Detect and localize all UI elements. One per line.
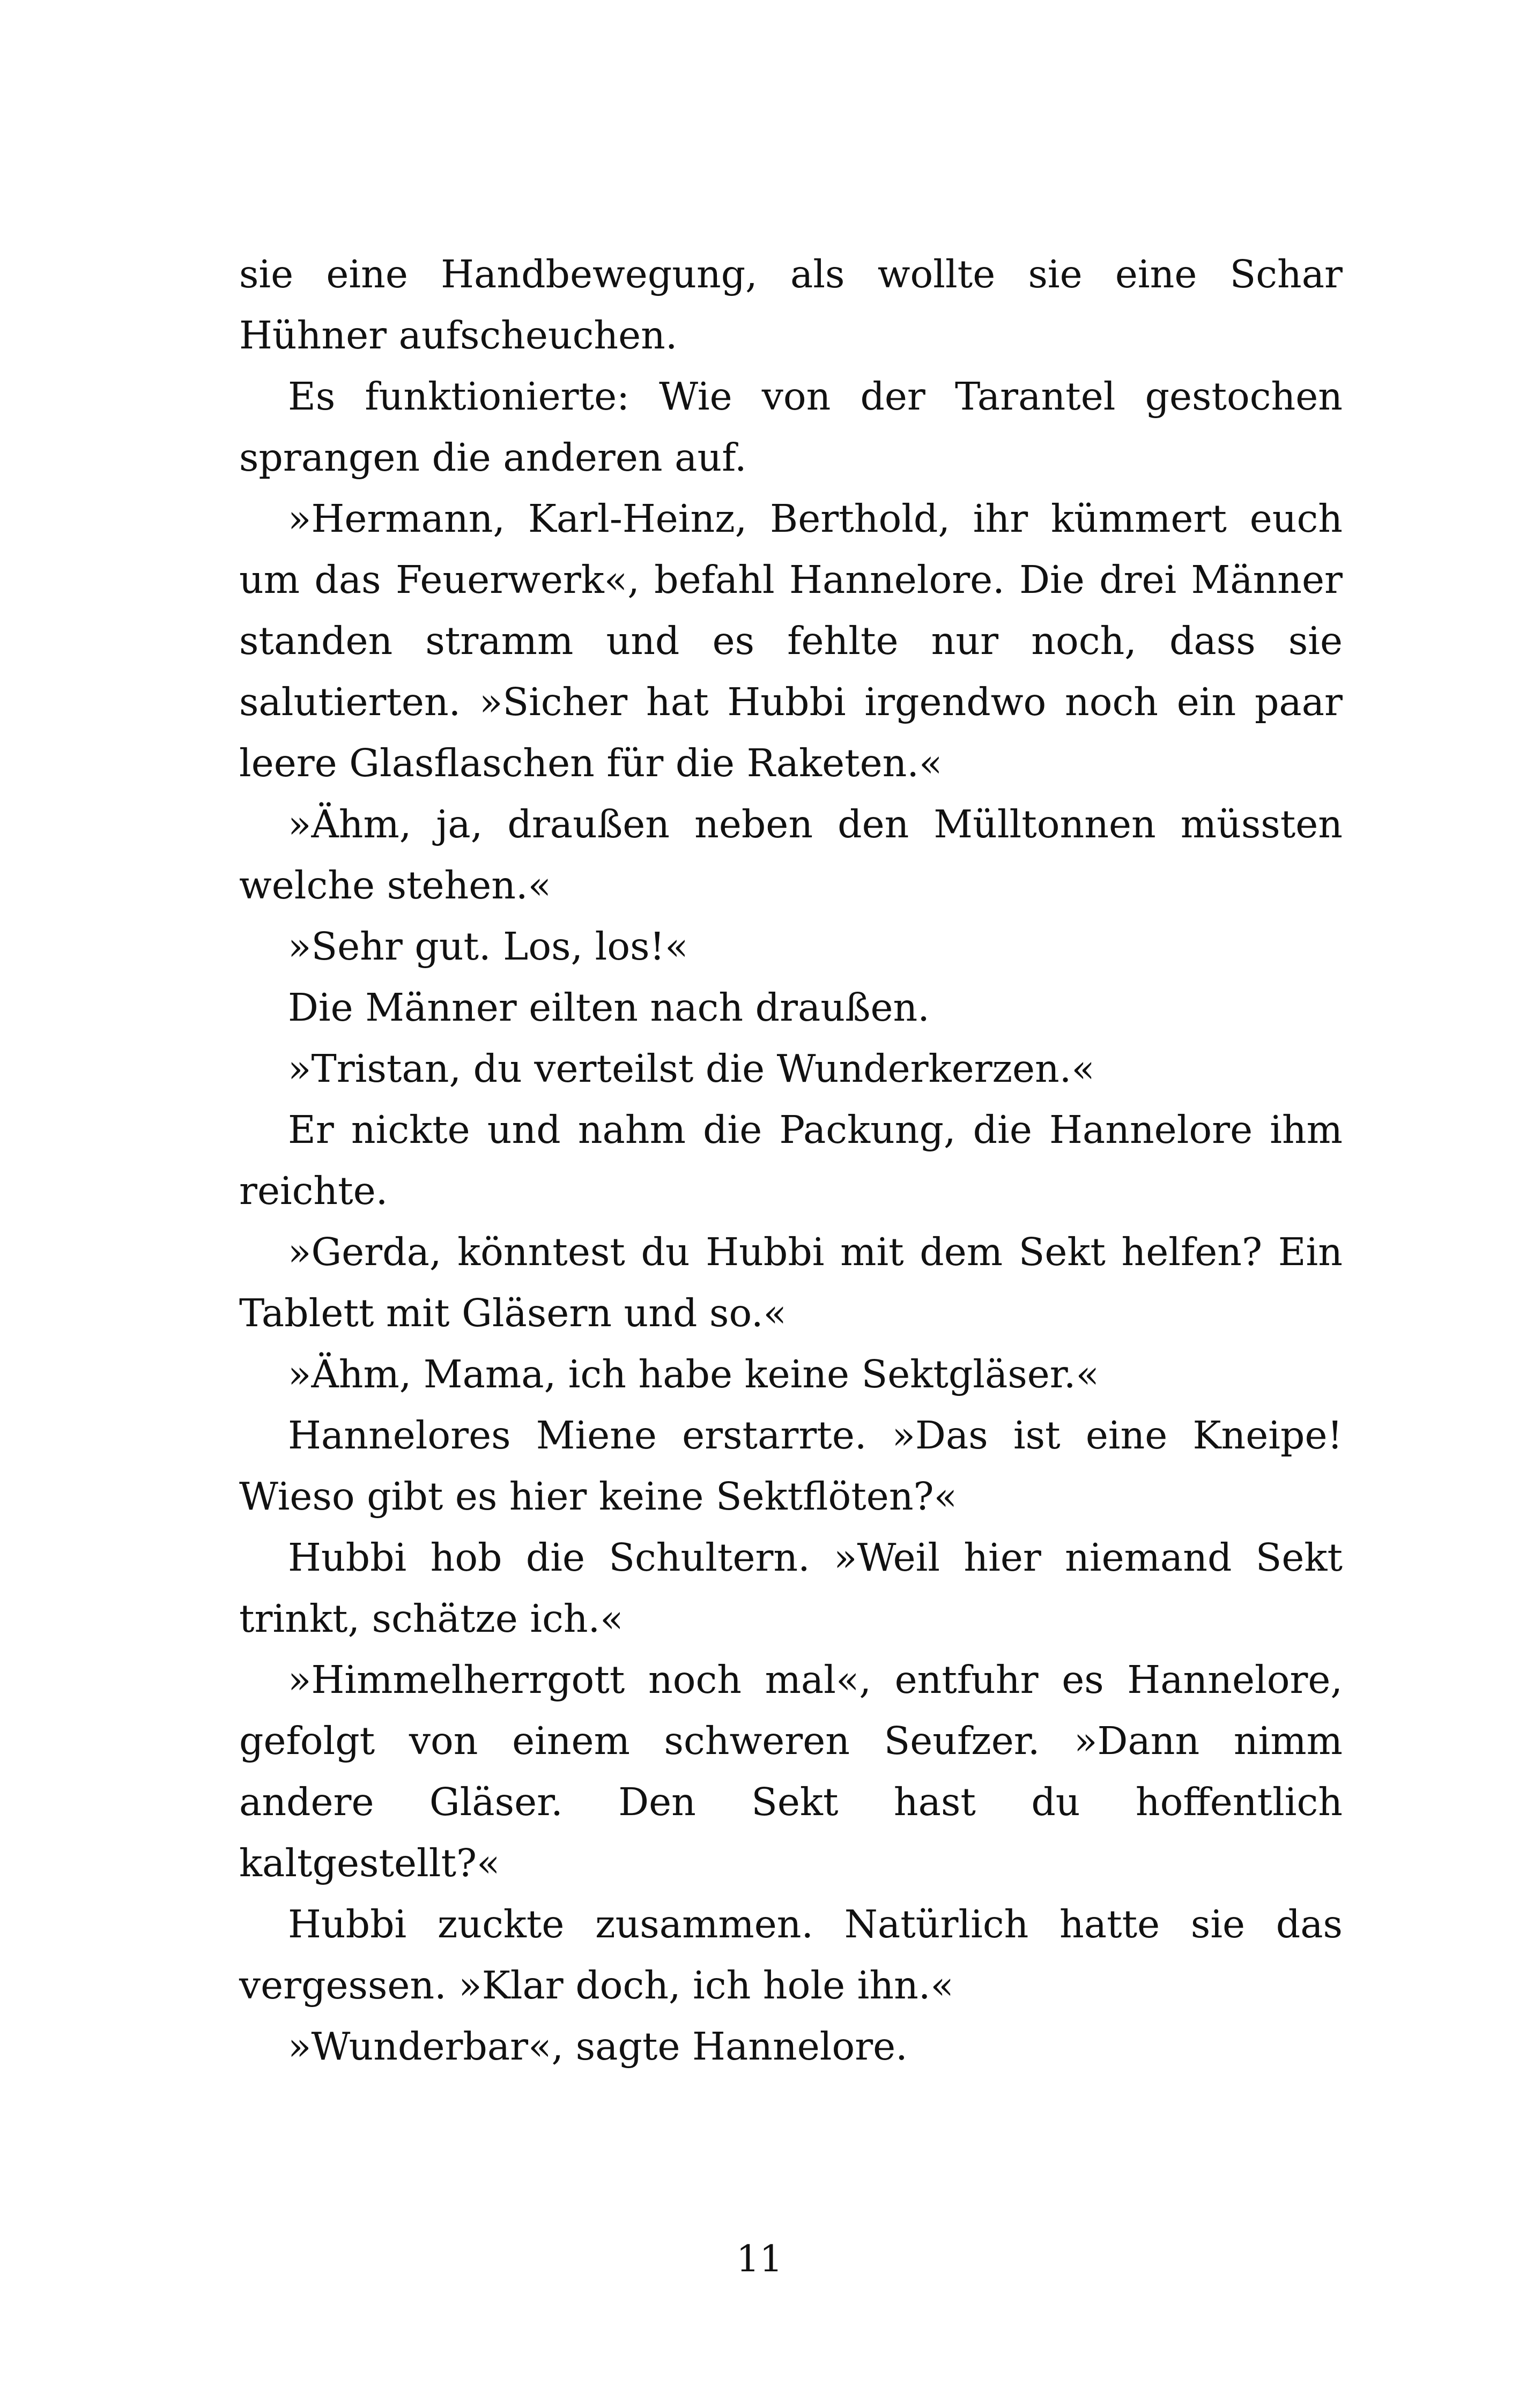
paragraph-11: Hannelores Miene erstarrte. »Das ist eine Kneipe! Wieso gibt es hier keine Sektflöten?« xyxy=(239,1413,1343,1519)
paragraph-1: sie eine Handbewegung, als wollte sie eine Schar Hühner aufscheuchen. xyxy=(239,252,1343,358)
paragraph-15: »Wunderbar«, sagte Hannelore. xyxy=(288,2024,908,2069)
paragraph-3: »Hermann, Karl-Heinz, Berthold, ihr kümmert euch um das Feuerwerk«, befahl Hannelore. Die drei Männer standen stramm und es fehlte nur noch, dass sie salutierten. »Sicher hat Hubbi irgendwo noch ein paar leere Glasflaschen für die Raketen.« xyxy=(239,496,1343,785)
page-number: 11 xyxy=(736,2238,783,2280)
paragraph-2: Es funktionierte: Wie von der Tarantel gestochen sprangen die anderen auf. xyxy=(239,374,1343,480)
paragraph-6: Die Männer eilten nach draußen. xyxy=(288,985,930,1030)
paragraph-13: »Himmelherrgott noch mal«, entfuhr es Hannelore, gefolgt von einem schweren Seufzer. »Dann nimm andere Gläser. Den Sekt hast du hoffentlich kaltgestellt?« xyxy=(239,1658,1343,1885)
body-text xyxy=(239,244,1343,2077)
paragraph-14: Hubbi zuckte zusammen. Natürlich hatte sie das vergessen. »Klar doch, ich hole ihn.« xyxy=(239,1902,1343,2008)
paragraph-4: »Ähm, ja, draußen neben den Mülltonnen müssten welche stehen.« xyxy=(239,802,1343,908)
paragraph-8: Er nickte und nahm die Packung, die Hannelore ihm reichte. xyxy=(239,1108,1343,1213)
paragraph-12: Hubbi hob die Schultern. »Weil hier niemand Sekt trinkt, schätze ich.« xyxy=(239,1535,1343,1641)
paragraph-5: »Sehr gut. Los, los!« xyxy=(288,924,688,969)
paragraph-10: »Ähm, Mama, ich habe keine Sektgläser.« xyxy=(288,1352,1099,1396)
paragraph-9: »Gerda, könntest du Hubbi mit dem Sekt helfen? Ein Tablett mit Gläsern und so.« xyxy=(239,1230,1343,1335)
paragraph-7: »Tristan, du verteilst die Wunderkerzen.« xyxy=(288,1046,1095,1091)
